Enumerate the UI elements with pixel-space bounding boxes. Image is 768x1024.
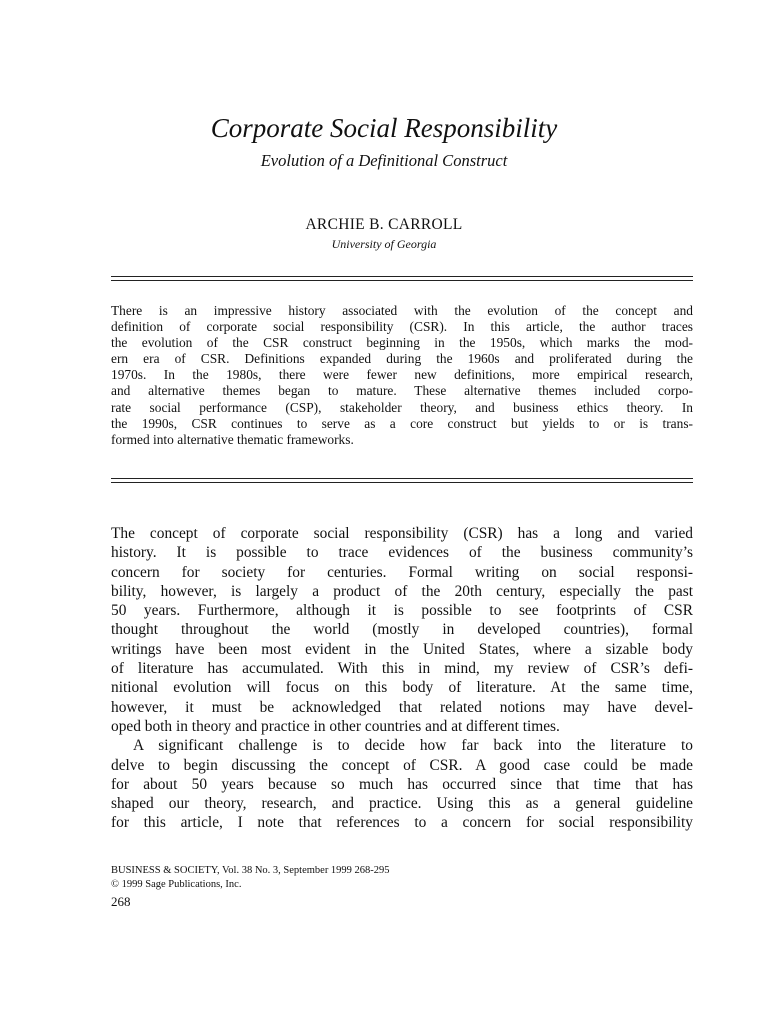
- abstract-top-rule-inner: [111, 280, 693, 281]
- article-subtitle: Evolution of a Definitional Construct: [260, 151, 508, 170]
- abstract: [111, 303, 693, 448]
- body-line: for about 50 years because so much has occurred since that time that has: [111, 775, 693, 793]
- abstract-line: formed into alternative thematic frameworks.: [111, 431, 354, 447]
- body-line: history. It is possible to trace evidences of the business community’s: [111, 544, 693, 562]
- abstract-line: definition of corporate social responsibility (CSR). In this article, the author traces: [111, 319, 693, 335]
- copyright-notice: © 1999 Sage Publications, Inc.: [111, 879, 242, 890]
- body-line: for this article, I note that references to a concern for social responsibility: [111, 814, 693, 832]
- abstract-line: and alternative themes began to mature. These alternative themes included corpo-: [111, 383, 693, 399]
- abstract-bottom-rule-inner: [111, 482, 693, 483]
- body-line: delve to begin discussing the concept of CSR. A good case could be made: [111, 756, 693, 774]
- body-line: A significant challenge is to decide how far back into the literature to: [133, 737, 693, 755]
- author-affiliation: University of Georgia: [331, 237, 437, 251]
- abstract-line: the 1990s, CSR continues to serve as a core construct but yields to or is trans-: [111, 415, 693, 431]
- abstract-line: ern era of CSR. Definitions expanded during the 1960s and proliferated during the: [111, 351, 693, 367]
- page-footer: [111, 864, 693, 911]
- abstract-line: the evolution of the CSR construct beginning in the 1950s, which marks the mod-: [111, 335, 693, 351]
- article-title: Corporate Social Responsibility: [210, 113, 558, 143]
- abstract-line: rate social performance (CSP), stakeholder theory, and business ethics theory. In: [111, 399, 693, 415]
- body-line: oped both in theory and practice in other countries and at different times.: [111, 717, 560, 735]
- body-line: bility, however, is largely a product of the 20th century, especially the past: [111, 582, 693, 600]
- abstract-bottom-rule: [111, 478, 693, 479]
- body-line: nitional evolution will focus on this body of literature. At the same time,: [111, 679, 693, 697]
- body-text: [111, 524, 693, 833]
- body-line: thought throughout the world (mostly in developed countries), formal: [111, 621, 693, 639]
- body-line: however, it must be acknowledged that related notions may have devel-: [111, 698, 693, 716]
- journal-citation: BUSINESS & SOCIETY, Vol. 38 No. 3, September 1999 268-295: [111, 865, 390, 876]
- abstract-line: 1970s. In the 1980s, there were fewer new definitions, more empirical research,: [111, 367, 693, 383]
- body-line: shaped our theory, research, and practice. Using this as a general guideline: [111, 795, 693, 813]
- body-line: concern for society for centuries. Formal writing on social responsi-: [111, 563, 693, 581]
- abstract-top-rule: [111, 276, 693, 277]
- page-number: 268: [111, 894, 131, 909]
- abstract-line: There is an impressive history associated with the evolution of the concept and: [111, 303, 693, 318]
- author-name: ARCHIE B. CARROLL: [305, 216, 463, 233]
- body-line: The concept of corporate social responsibility (CSR) has a long and varied: [111, 525, 693, 542]
- body-line: of literature has accumulated. With this in mind, my review of CSR’s defi-: [111, 660, 693, 678]
- body-line: 50 years. Furthermore, although it is possible to see footprints of CSR: [111, 602, 693, 620]
- body-line: writings have been most evident in the United States, where a sizable body: [111, 640, 693, 658]
